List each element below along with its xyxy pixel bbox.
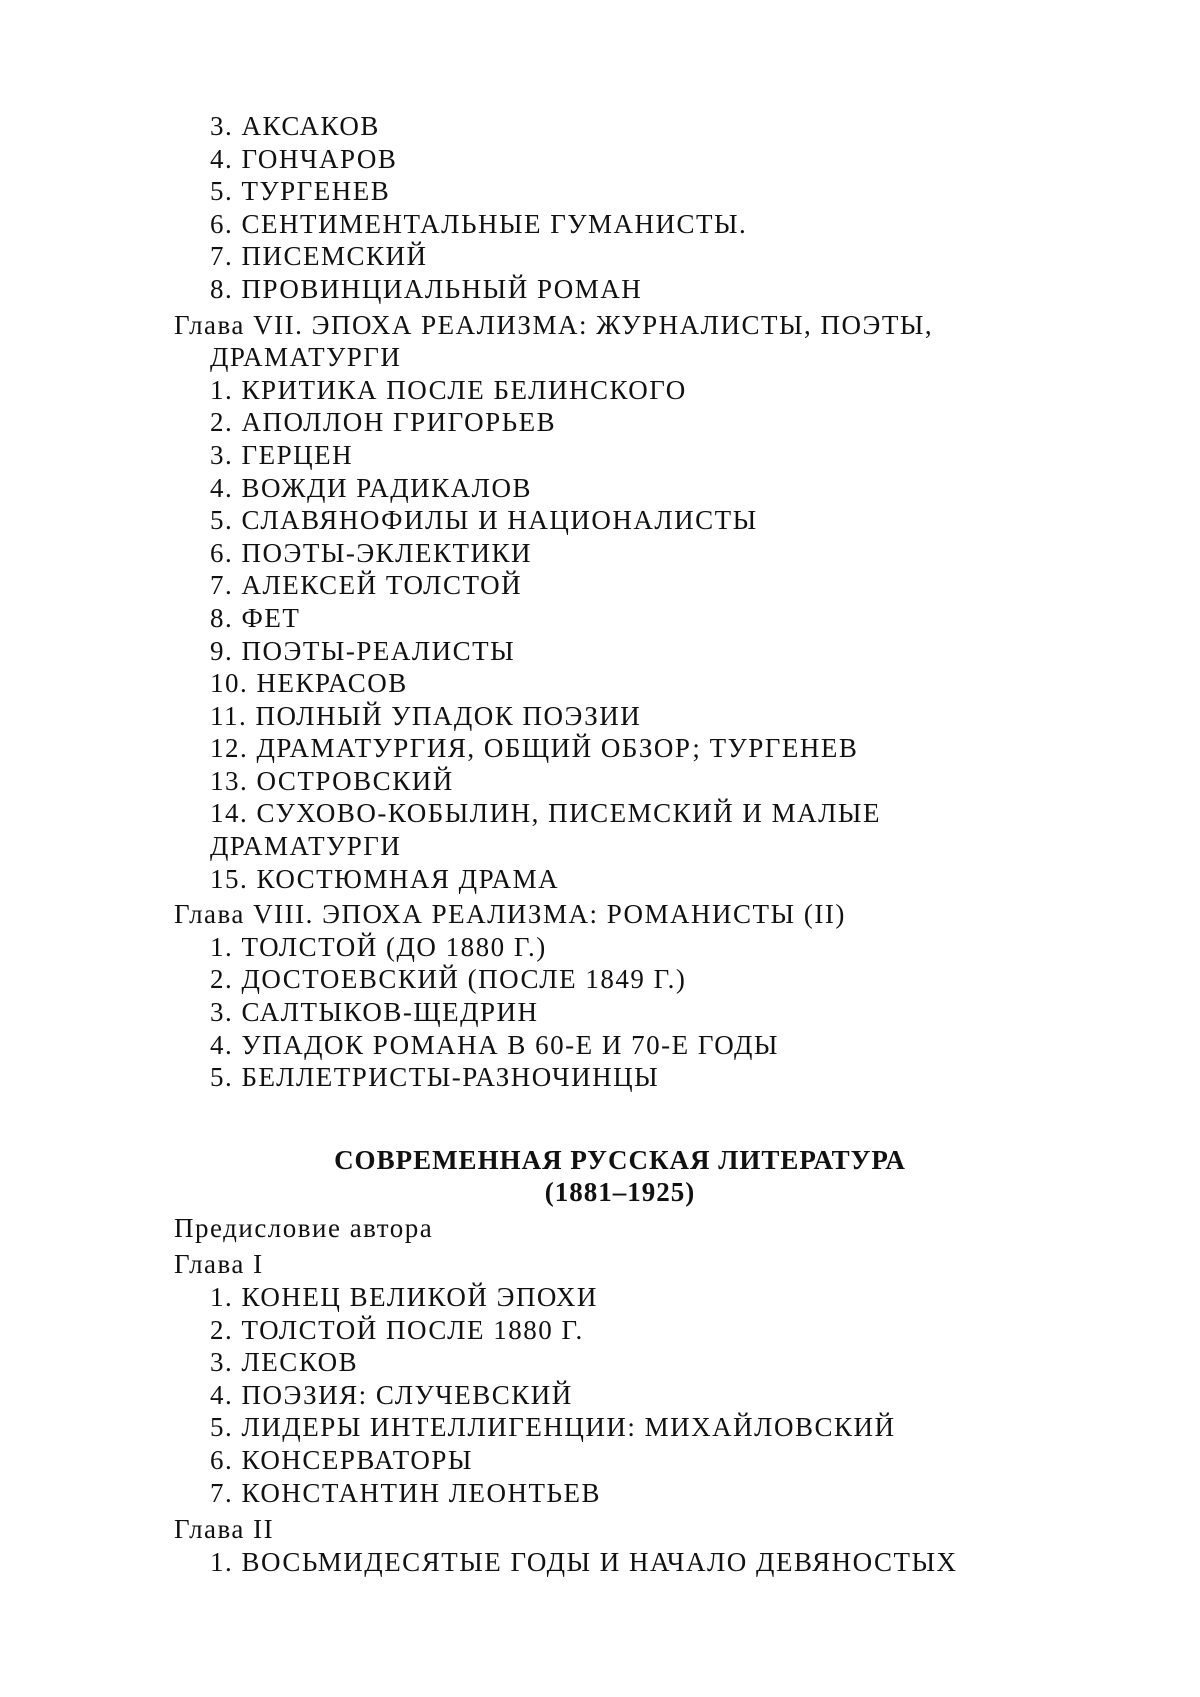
toc-entry: 9. ПОЭТЫ-РЕАЛИСТЫ	[210, 635, 516, 666]
chapter-8-items	[174, 931, 1054, 1094]
chapter-1-title: Глава I	[174, 1249, 264, 1280]
toc-entry: 15. КОСТЮМНАЯ ДРАМА	[210, 863, 560, 894]
table-of-contents	[174, 110, 1054, 1578]
toc-entry: 12. ДРАМАТУРГИЯ, ОБЩИЙ ОБЗОР; ТУРГЕНЕВ	[210, 733, 859, 764]
toc-entry: 2. ДОСТОЕВСКИЙ (ПОСЛЕ 1849 Г.)	[210, 964, 687, 995]
toc-entry: 5. ЛИДЕРЫ ИНТЕЛЛИГЕНЦИИ: МИХАЙЛОВСКИЙ	[210, 1412, 896, 1443]
toc-entry: 2. ТОЛСТОЙ ПОСЛЕ 1880 Г.	[210, 1314, 584, 1345]
toc-entry: 6. ПОЭТЫ-ЭКЛЕКТИКИ	[210, 537, 532, 568]
section-heading-years: (1881–1925)	[544, 1176, 696, 1207]
toc-entry: 14. СУХОВО-КОБЫЛИН, ПИСЕМСКИЙ И МАЛЫЕ	[210, 798, 881, 829]
chapter-7-title: Глава VII. ЭПОХА РЕАЛИЗМА: ЖУРНАЛИСТЫ, ПОЭТЫ,	[174, 309, 934, 340]
toc-entry: 6. СЕНТИМЕНТАЛЬНЫЕ ГУМАНИСТЫ.	[210, 208, 748, 239]
toc-entry: 13. ОСТРОВСКИЙ	[210, 765, 454, 796]
toc-entry: 10. НЕКРАСОВ	[210, 668, 408, 699]
toc-entry: 1. КОНЕЦ ВЕЛИКОЙ ЭПОХИ	[210, 1282, 598, 1312]
toc-entry: 1. ТОЛСТОЙ (ДО 1880 Г.)	[210, 931, 547, 962]
preface-entry: Предисловие автора	[174, 1212, 434, 1243]
chapter-7-title-continuation: ДРАМАТУРГИ	[210, 342, 402, 373]
toc-entry: 4. ПОЭЗИЯ: СЛУЧЕВСКИЙ	[210, 1379, 573, 1410]
section-heading	[174, 1144, 1054, 1208]
chapter-2-title: Глава II	[174, 1514, 275, 1545]
toc-entry: 5. БЕЛЛЕТРИСТЫ-РАЗНОЧИНЦЫ	[210, 1062, 660, 1093]
toc-entry: 7. ПИСЕМСКИЙ	[210, 241, 428, 272]
toc-entry: 3. ГЕРЦЕН	[210, 439, 354, 470]
toc-entry: 3. САЛТЫКОВ-ЩЕДРИН	[210, 997, 539, 1028]
toc-entry: 6. КОНСЕРВАТОРЫ	[210, 1444, 473, 1475]
toc-entry: 5. СЛАВЯНОФИЛЫ И НАЦИОНАЛИСТЫ	[210, 505, 758, 536]
toc-entry: 8. ПРОВИНЦИАЛЬНЫЙ РОМАН	[210, 273, 643, 304]
chapter-1-items	[174, 1281, 1054, 1509]
toc-entry: 4. УПАДОК РОМАНА В 60-Е И 70-Е ГОДЫ	[210, 1029, 779, 1060]
toc-entry: 5. ТУРГЕНЕВ	[210, 176, 391, 207]
chapter-7-items	[174, 374, 1054, 896]
section-heading-title: СОВРЕМЕННАЯ РУССКАЯ ЛИТЕРАТУРА	[334, 1144, 906, 1175]
chapter-8-title: Глава VIII. ЭПОХА РЕАЛИЗМА: РОМАНИСТЫ (II)	[174, 899, 846, 930]
toc-entry: 4. ГОНЧАРОВ	[210, 143, 398, 174]
toc-entry: 1. КРИТИКА ПОСЛЕ БЕЛИНСКОГО	[210, 374, 687, 405]
toc-entry: 3. АКСАКОВ	[210, 111, 380, 141]
toc-entry: 3. ЛЕСКОВ	[210, 1347, 359, 1378]
toc-entry: 1. ВОСЬМИДЕСЯТЫЕ ГОДЫ И НАЧАЛО ДЕВЯНОСТЫХ	[210, 1546, 958, 1577]
toc-entry: 2. АПОЛЛОН ГРИГОРЬЕВ	[210, 407, 557, 438]
toc-entry: 8. ФЕТ	[210, 602, 301, 633]
chapter-6-items	[174, 110, 1054, 306]
chapter-2-items	[174, 1546, 1054, 1579]
toc-entry: 11. ПОЛНЫЙ УПАДОК ПОЭЗИИ	[210, 700, 642, 731]
toc-entry: 7. КОНСТАНТИН ЛЕОНТЬЕВ	[210, 1477, 602, 1508]
toc-entry: 7. АЛЕКСЕЙ ТОЛСТОЙ	[210, 570, 523, 601]
toc-entry: 4. ВОЖДИ РАДИКАЛОВ	[210, 472, 532, 503]
toc-entry-continuation: ДРАМАТУРГИ	[210, 831, 402, 862]
